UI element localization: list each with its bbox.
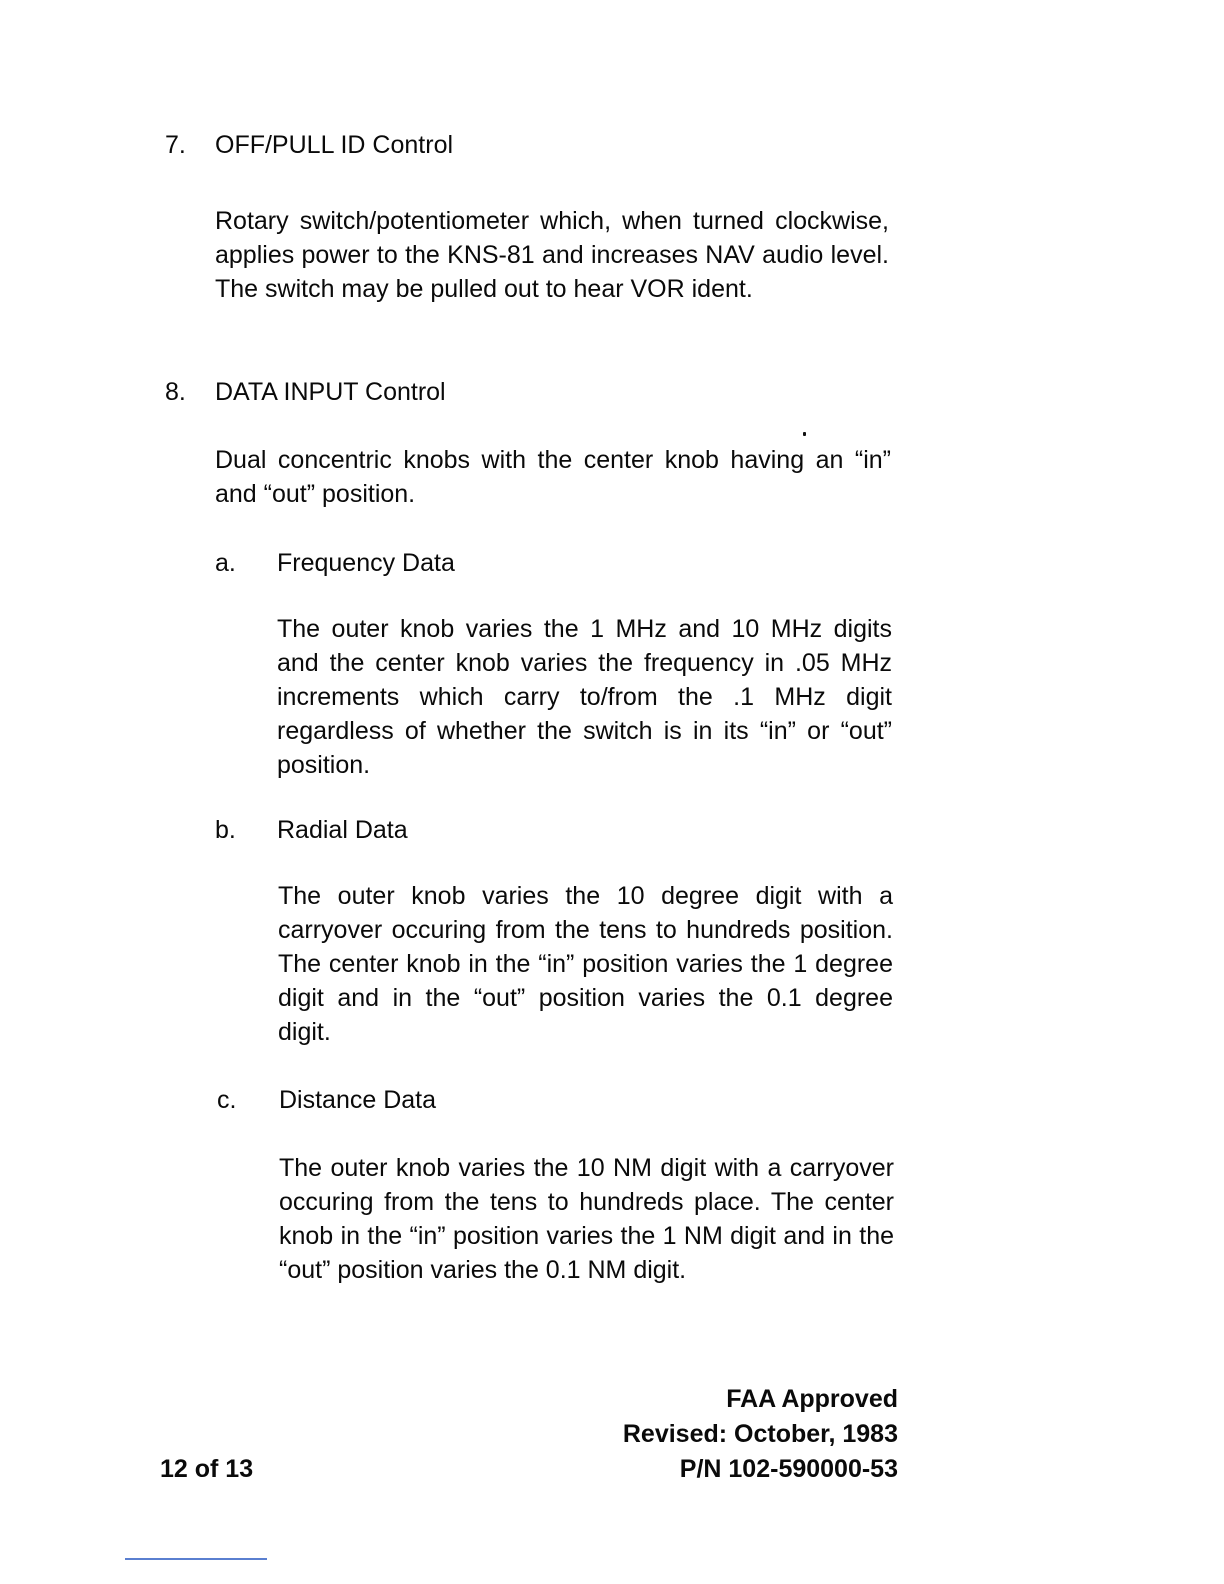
subsection-b-letter: b. [215, 816, 236, 844]
section-8-title: DATA INPUT Control [215, 378, 446, 406]
section-7-title: OFF/PULL ID Control [215, 131, 454, 159]
bottom-rule [125, 1558, 267, 1560]
section-7-body: Rotary switch/potentiometer which, when turned clockwise, applies power to the KNS-81 and increases NAV audio level. The switch may be pulled out to hear VOR ident. [215, 207, 889, 303]
faa-approved-label: FAA Approved [726, 1385, 898, 1413]
part-number: P/N 102-590000-53 [679, 1455, 898, 1483]
subsection-a-letter: a. [215, 549, 236, 577]
subsection-a-title: Frequency Data [277, 549, 455, 577]
subsection-b-title: Radial Data [277, 816, 408, 844]
subsection-b-body: The outer knob varies the 10 degree digit with a carryover occuring from the tens to hundreds position. The center knob in the “in” position varies the 1 degree digit and in the “out” position varies the 0.1 degree digit. [278, 882, 893, 1046]
revision-date: Revised: October, 1983 [622, 1420, 898, 1448]
section-8-body: Dual concentric knobs with the center knob having an “in” and “out” position. [215, 446, 891, 508]
page-number: 12 of 13 [160, 1455, 254, 1483]
subsection-c-title: Distance Data [279, 1086, 437, 1114]
subsection-c-letter: c. [217, 1086, 237, 1114]
section-7-number: 7. [165, 131, 186, 159]
section-8-number: 8. [165, 378, 186, 406]
scan-speck [803, 432, 806, 436]
subsection-c-body: The outer knob varies the 10 NM digit with a carryover occuring from the tens to hundreds place. The center knob in the “in” position varies the 1 NM digit and in the “out” position varies the 0.1 NM digit. [279, 1154, 894, 1284]
subsection-a-body: The outer knob varies the 1 MHz and 10 MHz digits and the center knob varies the frequency in .05 MHz increments which carry to/from the .1 MHz digit regardless of whether the switch is in its “in” or “out” position. [277, 615, 892, 779]
